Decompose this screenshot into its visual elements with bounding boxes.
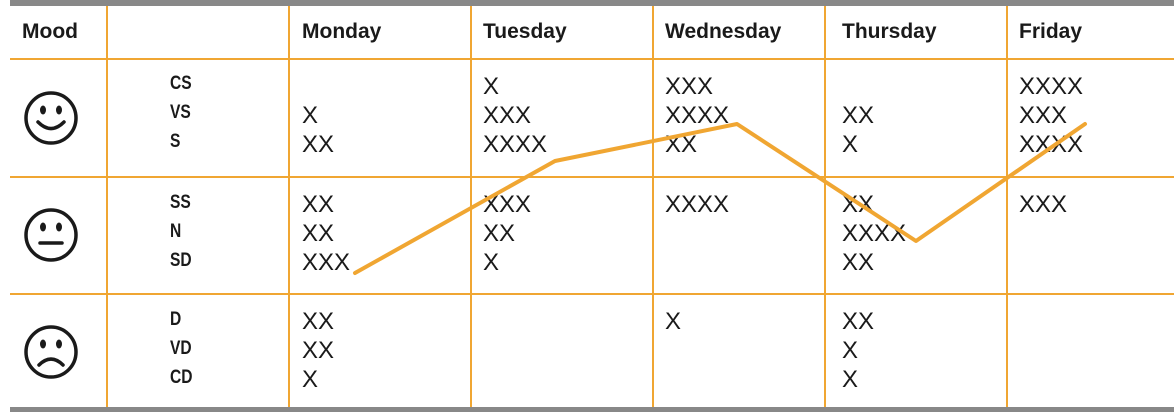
- level-labels-negative: [170, 305, 219, 392]
- grid-line: [1006, 6, 1008, 407]
- tally-cell: [302, 307, 442, 394]
- level-label: N: [170, 221, 182, 242]
- tally-marks: XXX: [483, 102, 532, 129]
- tally-marks: XX: [842, 102, 875, 129]
- level-label: SS: [170, 192, 191, 213]
- tally-cell: [483, 190, 623, 277]
- tally-marks: XXXX: [842, 220, 907, 247]
- level-label: CS: [170, 73, 192, 94]
- tally-marks: X: [665, 308, 682, 335]
- tally-marks: XXXX: [1019, 73, 1084, 100]
- tally-marks: [483, 307, 623, 336]
- mood-tally-table: [10, 0, 1174, 412]
- tally-marks: XXX: [1019, 191, 1068, 218]
- grid-line: [106, 6, 108, 407]
- tally-marks: XXX: [302, 249, 351, 276]
- tally-cell: [842, 307, 982, 394]
- day-header-thursday: Thursday: [842, 20, 937, 43]
- tally-marks: XX: [842, 249, 875, 276]
- grid-line: [10, 176, 1174, 178]
- day-header-wednesday: Wednesday: [665, 20, 782, 43]
- tally-marks: [1019, 307, 1159, 336]
- tally-marks: [483, 365, 623, 394]
- tally-marks: XXX: [665, 73, 714, 100]
- tally-marks: X: [842, 337, 859, 364]
- tally-marks: X: [302, 102, 319, 129]
- tally-marks: [1019, 336, 1159, 365]
- grid-line: [288, 6, 290, 407]
- grid-line: [10, 58, 1174, 60]
- grid-line: [470, 6, 472, 407]
- day-header-monday: Monday: [302, 20, 382, 43]
- tally-cell: [1019, 72, 1159, 159]
- tally-cell: [1019, 190, 1159, 277]
- tally-marks: X: [842, 366, 859, 393]
- level-label: D: [170, 309, 182, 330]
- tally-cell: [483, 307, 623, 394]
- tally-marks: XX: [842, 308, 875, 335]
- tally-cell: [842, 190, 982, 277]
- tally-marks: [1019, 365, 1159, 394]
- tally-marks: [665, 336, 805, 365]
- bottom-rule: [10, 407, 1174, 412]
- tally-marks: X: [483, 249, 500, 276]
- grid-line: [10, 293, 1174, 295]
- level-label: VD: [170, 338, 192, 359]
- tally-marks: XX: [302, 191, 335, 218]
- level-labels-positive: [170, 69, 219, 156]
- tally-marks: [1019, 248, 1159, 277]
- tally-marks: XX: [302, 220, 335, 247]
- tally-marks: XXXX: [665, 191, 730, 218]
- tally-marks: XXXX: [665, 102, 730, 129]
- tally-cell: [665, 190, 805, 277]
- grid-line: [824, 6, 826, 407]
- tally-marks: [842, 72, 982, 101]
- top-rule: [10, 0, 1174, 6]
- tally-marks: XXX: [483, 191, 532, 218]
- tally-marks: XXXX: [1019, 131, 1084, 158]
- tally-marks: [665, 248, 805, 277]
- grid-line: [652, 6, 654, 407]
- tally-marks: XX: [842, 191, 875, 218]
- level-label: VS: [170, 102, 191, 123]
- tally-marks: X: [483, 73, 500, 100]
- tally-marks: [302, 72, 442, 101]
- tally-marks: XX: [483, 220, 516, 247]
- tally-marks: [665, 219, 805, 248]
- tally-marks: XXX: [1019, 102, 1068, 129]
- tally-marks: [483, 336, 623, 365]
- level-label: SD: [170, 250, 192, 271]
- tally-cell: [665, 72, 805, 159]
- tally-cell: [1019, 307, 1159, 394]
- level-labels-neutral: [170, 188, 219, 275]
- level-label: CD: [170, 367, 193, 388]
- level-label: S: [170, 131, 181, 152]
- tally-cell: [302, 190, 442, 277]
- tally-marks: [665, 365, 805, 394]
- tally-marks: XXXX: [483, 131, 548, 158]
- neutral-face-icon: [23, 207, 79, 268]
- tally-marks: XX: [302, 308, 335, 335]
- day-header-friday: Friday: [1019, 20, 1083, 43]
- sad-face-icon: [23, 324, 79, 385]
- tally-marks: X: [302, 366, 319, 393]
- tally-cell: [665, 307, 805, 394]
- day-header-tuesday: Tuesday: [483, 20, 567, 43]
- tally-cell: [302, 72, 442, 159]
- tally-marks: XX: [302, 337, 335, 364]
- tally-marks: [1019, 219, 1159, 248]
- tally-cell: [483, 72, 623, 159]
- happy-face-icon: [23, 90, 79, 151]
- tally-cell: [842, 72, 982, 159]
- mood-column-header: Mood: [22, 20, 78, 43]
- tally-marks: XX: [665, 131, 698, 158]
- tally-marks: X: [842, 131, 859, 158]
- tally-marks: XX: [302, 131, 335, 158]
